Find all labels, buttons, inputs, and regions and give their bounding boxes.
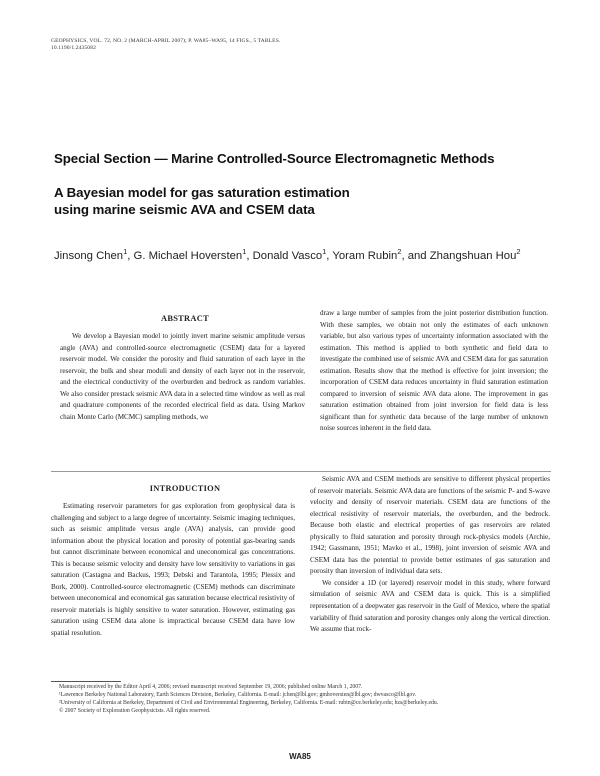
section-divider xyxy=(51,471,551,472)
introduction-text-left: Estimating reservoir parameters for gas exploration from geophysical data is challenging and subject to a large degree of uncertainty. Seismic imaging techniques, such as seismic amplitude versus angle (AVA) analysis, can provide good information about the physical location and porosity of potential gas-bearing sands but cannot discriminate between economical and uneconomical gas concentrations. This is because seismic velocity and density have low sensitivity to variations in gas saturation (Castagna and Backus, 1993; Debski and Tarantola, 1995; Plessix and Bork, 2000). Controlled-source electromagnetic (CSEM) methods can discriminate between uneconomical and economical gas saturation because electrical resistivity of reservoir materials is highly sensitive to water saturation. However, estimating gas saturation using CSEM data alone is impractical because CSEM data have low spatial resolution. xyxy=(51,502,295,638)
journal-header xyxy=(51,38,280,52)
author-separator: , and xyxy=(401,249,430,262)
footnote-copyright: © 2007 Society of Exploration Geophysicists. All rights reserved. xyxy=(59,708,211,715)
author-separator: , xyxy=(326,249,333,262)
journal-doi: 10.1190/1.2435082 xyxy=(51,45,96,51)
footnotes xyxy=(51,683,551,715)
author-name: G. Michael Hoversten xyxy=(133,249,243,262)
author-affiliation-mark: 1 xyxy=(123,247,128,256)
section-title: Special Section — Marine Controlled-Source Electromagnetic Methods xyxy=(54,151,495,166)
author-name: Yoram Rubin xyxy=(332,249,398,262)
author-affiliation-mark: 1 xyxy=(322,247,327,256)
footnote-received: Manuscript received by the Editor April 4, 2006; revised manuscript received September 19, 2006; published online March 1, 2007. xyxy=(59,684,363,690)
author-separator: , xyxy=(127,249,134,262)
article-title-line-2: using marine seismic AVA and CSEM data xyxy=(54,202,315,217)
journal-citation: GEOPHYSICS, VOL. 72, NO. 2 (MARCH-APRIL 2007); P. WA85–WA95, 14 FIGS., 5 TABLES. xyxy=(51,38,281,44)
author-name: Zhangshuan Hou xyxy=(429,249,517,262)
author-affiliation-mark: 1 xyxy=(242,247,247,256)
abstract-text-left: We develop a Bayesian model to jointly invert marine seismic amplitude versus angle (AVA) and controlled-source electromagnetic (CSEM) data for a layered reservoir model. We consider the porosity and fluid saturation of each layer in the reservoir, the bulk and shear moduli and density of each layer not in the reservoir, and the electrical conductivity of the overburden and bedrock as random variables. We also consider prestack seismic AVA data in a selected time window as well as real and quadrature components of the recorded electrical field as data. Using Markov chain Monte Carlo (MCMC) sampling methods, we xyxy=(60,332,305,421)
author-list xyxy=(54,247,554,262)
author-name: Donald Vasco xyxy=(252,249,323,262)
author-affiliation-mark: 2 xyxy=(397,247,402,256)
introduction-paragraph: Seismic AVA and CSEM methods are sensitive to different physical properties of reservoir materials. Seismic AVA data are functions of the seismic P- and S-wave velocity and density of reservoir materials. CSEM data are functions of the electrical resistivity of reservoir materials, the overburden, and the bedrock. Because both elastic and electrical properties of gas reservoirs are related physically to fluid saturation and porosity through rock-physics models (Archie, 1942; Gassmann, 1951; Mavko et al., 1998), joint inversion of seismic AVA and CSEM data has the potential to provide better estimates of gas saturation and porosity than inversion of individual data sets. xyxy=(310,475,550,576)
introduction-heading: INTRODUCTION xyxy=(149,484,221,493)
page-number: WA85 xyxy=(289,752,311,761)
article-title-line-1: A Bayesian model for gas saturation estimation xyxy=(54,185,350,200)
author-affiliation-mark: 2 xyxy=(516,247,521,256)
abstract-heading: ABSTRACT xyxy=(160,314,209,323)
author-name: Jinsong Chen xyxy=(54,249,124,262)
introduction-paragraph: We consider a 1D (or layered) reservoir model in this study, where forward simulation of seismic AVA and CSEM data is quick. This is a simplified representation of a deepwater gas reservoir in the Gulf of Mexico, where the spatial variability of fluid saturation and porosity changes only along the vertical direction. We assume that rock- xyxy=(310,578,550,634)
footnote-affiliation-2: ²University of California at Berkeley, Department of Civil and Environmental Engineering, Berkeley, California. E-mail: rubin@ce.berkeley.edu; hzs@berkeley.edu. xyxy=(59,700,439,707)
introduction-text-right xyxy=(310,474,550,636)
abstract-text-right: draw a large number of samples from the joint posterior distribution function. With these samples, we obtain not only the estimates of each unknown variable, but also various types of uncertainty information associated with the estimation. This method is applied to both synthetic and field data to investigate the combined use of seismic AVA and CSEM data for gas saturation estimation. Results show that the method is effective for joint inversion; the incorporation of CSEM data reduces uncertainty in fluid saturation estimation compared to inversion of seismic AVA data alone. The improvement in gas saturation estimation obtained from joint inversion for field data is less significant than for synthetic data because of the large number of unknown noise sources inherent in the field data. xyxy=(320,309,548,433)
footnote-rule xyxy=(51,681,121,682)
footnote-affiliation-1: ¹Lawrence Berkeley National Laboratory, Earth Sciences Division, Berkeley, California. E-mail: jchen@lbl.gov; gmhoversten@lbl.gov; dwvasco@lbl.gov. xyxy=(59,692,417,699)
author-separator: , xyxy=(246,249,253,262)
article-title xyxy=(54,184,534,218)
